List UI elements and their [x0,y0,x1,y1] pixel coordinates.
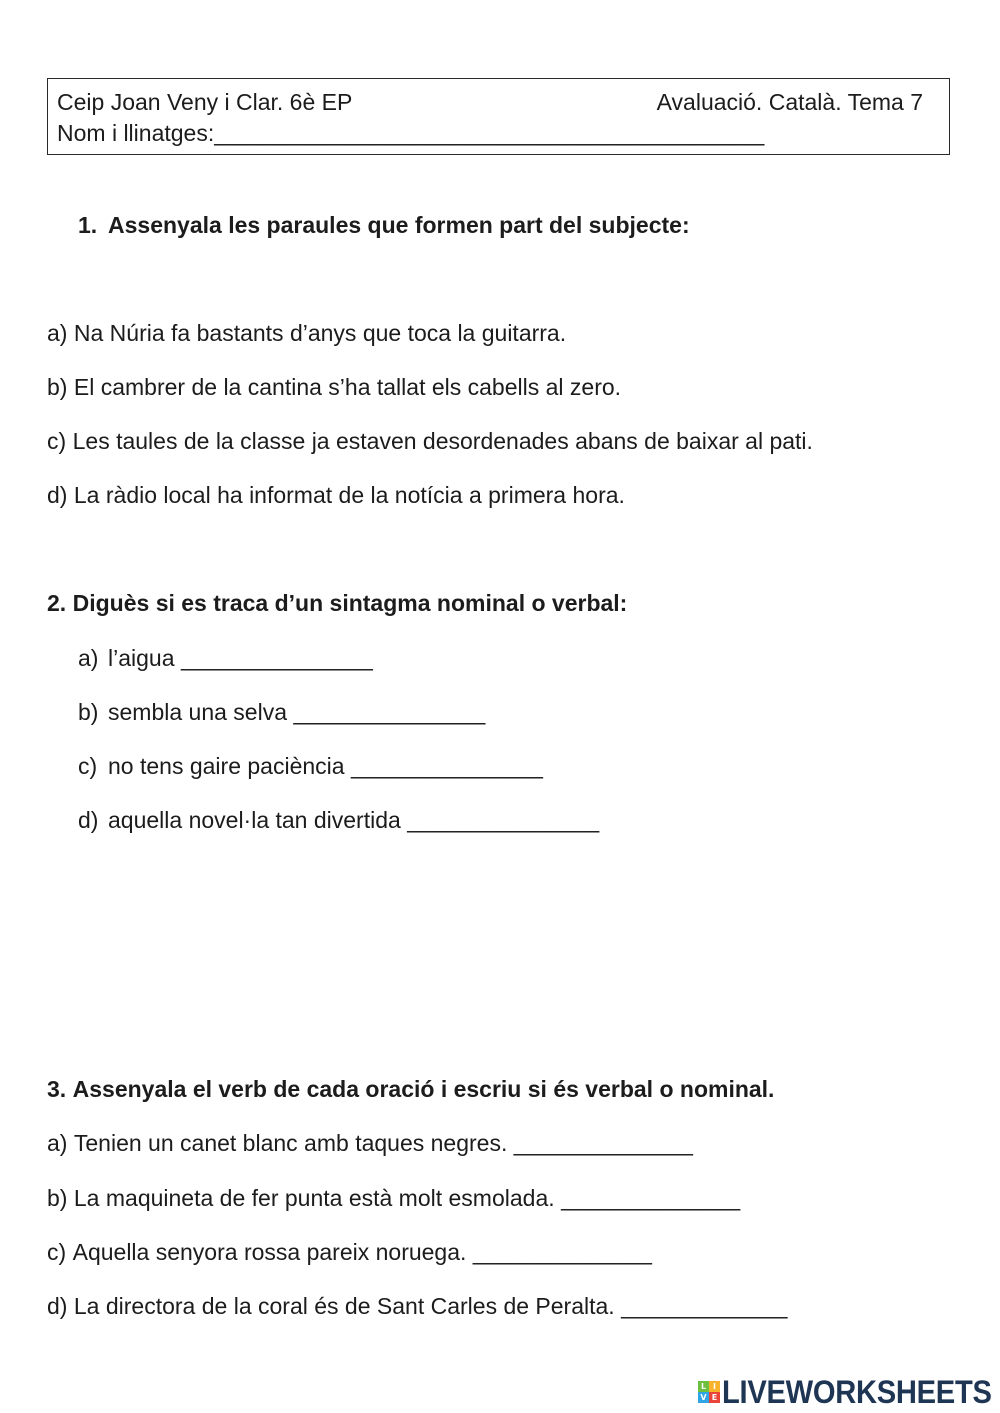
question-3-number: 3. [47,1076,67,1102]
item-label: c) [78,753,98,779]
question-2-heading [47,590,627,616]
sentence-text: Na Núria fa bastants d’anys que toca la guitarra. [73,320,567,346]
item-label: a) [47,320,68,346]
sentence-text: La ràdio local ha informat de la notícia a primera hora. [73,482,625,508]
badge-letter-i: I [709,1381,720,1392]
question-2-item-a [78,645,373,671]
item-label: b) [47,1185,68,1211]
item-label: b) [78,699,99,725]
badge-letter-e: E [709,1392,720,1403]
sentence-text: La directora de la coral és de Sant Carles de Peralta. [73,1293,615,1319]
sentence-text: El cambrer de la cantina s’ha tallat els cabells al zero. [73,374,622,400]
answer-blank[interactable]: _______________ [351,753,543,779]
question-3-item-d [47,1293,787,1319]
question-1-item-b [47,374,621,400]
sentence-text: Aquella senyora rossa pareix noruega. [72,1239,467,1265]
item-label: d) [47,1293,68,1319]
item-label: a) [78,645,99,671]
question-3-item-a [47,1130,693,1156]
sentence-text: Tenien un canet blanc amb taques negres. [73,1130,508,1156]
badge-letter-v: V [698,1392,709,1403]
badge-letter-l: L [698,1381,709,1392]
liveworksheets-badge-icon [698,1381,720,1403]
item-label: c) [47,428,67,454]
liveworksheets-logo [698,1376,994,1408]
question-3-prompt: Assenyala el verb de cada oració i escriu si és verbal o nominal. [72,1076,775,1102]
question-2-number: 2. [47,590,67,616]
question-1-item-a [47,320,566,346]
question-2-prompt: Diguès si es traca d’un sintagma nominal o verbal: [72,590,628,616]
question-1-item-c [47,428,813,454]
item-label: b) [47,374,68,400]
question-2-item-b [78,699,485,725]
student-name-blank[interactable]: ___________________________________________ [214,120,765,146]
answer-blank[interactable]: _______________ [407,807,600,833]
answer-blank[interactable]: _____________ [621,1293,788,1319]
question-3-item-b [47,1185,740,1211]
test-title: Avaluació. Català. Tema 7 [656,89,923,115]
item-label: c) [47,1239,67,1265]
question-2-item-d [78,807,599,833]
question-1-heading [78,212,690,238]
question-3-item-c [47,1239,652,1265]
answer-blank[interactable]: ______________ [472,1239,652,1265]
item-label: d) [78,807,99,833]
answer-blank[interactable]: ______________ [561,1185,741,1211]
item-label: d) [47,482,68,508]
answer-blank[interactable]: ______________ [513,1130,693,1156]
school-name: Ceip Joan Veny i Clar. 6è EP [57,89,353,115]
liveworksheets-wordmark: LIVEWORKSHEETS [722,1374,992,1410]
question-1-prompt: Assenyala les paraules que formen part del subjecte: [108,212,690,238]
phrase-text: sembla una selva [108,699,287,725]
answer-blank[interactable]: _______________ [180,645,373,671]
phrase-text: no tens gaire paciència [108,753,345,779]
answer-blank[interactable]: _______________ [293,699,486,725]
question-3-heading [47,1076,774,1102]
phrase-text: aquella novel·la tan divertida [108,807,401,833]
student-name-row [57,120,764,146]
question-1-number: 1. [78,212,98,238]
worksheet-header [47,78,950,155]
question-2-item-c [78,753,543,779]
phrase-text: l’aigua [108,645,175,671]
item-label: a) [47,1130,68,1156]
student-name-label: Nom i llinatges: [57,120,215,146]
sentence-text: La maquineta de fer punta està molt esmolada. [73,1185,555,1211]
question-1-item-d [47,482,625,508]
sentence-text: Les taules de la classe ja estaven desordenades abans de baixar al pati. [72,428,813,454]
